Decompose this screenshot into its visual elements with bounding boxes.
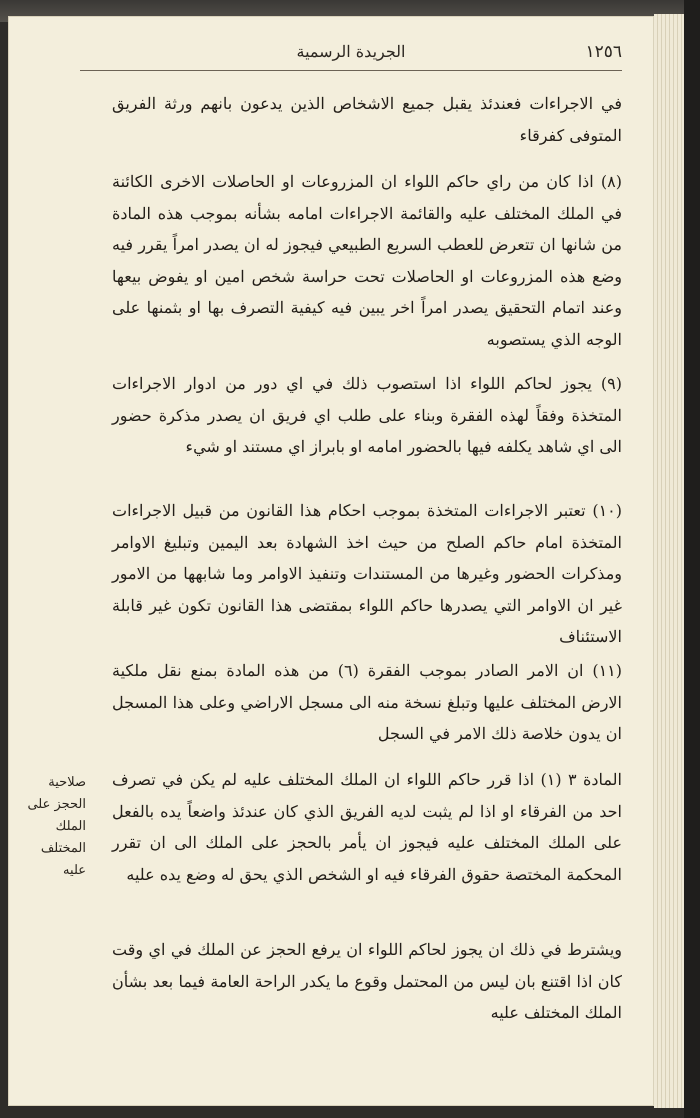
paragraph-10	[112, 495, 622, 653]
paragraph-text: (١١) ان الامر الصادر بموجب الفقرة (٦) من هذه المادة بمنع نقل ملكية الارض المختلف عليها وتبلغ نسخة منه الى مسجل الاراضي وعلى هذا المسجل ان يدون خلاصة ذلك الامر في السجل	[112, 661, 622, 743]
paragraph-8	[112, 166, 622, 355]
page-number: ١٢٥٦	[585, 42, 622, 62]
paragraph-text: في الاجراءات فعندئذ يقبل جميع الاشخاص الذين يدعون بانهم ورثة الفريق المتوفى كفرقاء	[112, 94, 622, 145]
paragraph-11	[112, 655, 622, 750]
paragraph-text: (١٠) تعتبر الاجراءات المتخذة بموجب احكام هذا القانون من قبيل الاجراءات المتخذة امام حاكم الصلح من حيث اخذ الشهادة بعد اليمين وتبليغ الاوامر ومذكرات الحضور وغيرها من المستندات وتنفيذ الاوامر وما شابهها من الامور غير ان الاوامر التي يصدرها حاكم اللواء بمقتضى هذا القانون تكون غير قابلة الاستئناف	[112, 501, 622, 646]
page-edges	[654, 14, 684, 1108]
paragraph-text: (٩) يجوز لحاكم اللواء اذا استصوب ذلك في اي دور من ادوار الاجراءات المتخذة وفقاً لهذه الفقرة وبناء على طلب اي فريق ان يصدر مذكرة حضور الى اي شاهد يكلفه فيها بالحضور امامه او بابراز اي مستند او شيء	[112, 374, 622, 456]
paragraph-text: (٨) اذا كان من راي حاكم اللواء ان المزروعات او الحاصلات الاخرى الكائنة في الملك المختلف عليه والقائمة الاجراءات امامه بشأنه بموجب هذه المادة من شانها ان تتعرض للعطب السريع الطبيعي فيجوز له ان يصدر امراً يقرر فيه وضع هذه المزروعات او الحاصلات تحت حراسة شخص امين او يفوض بيعها وعند اتمام التحقيق يصدر امراً اخر يبين فيه كيفية التصرف بها او بثمنها على الوجه الذي يستصوبه	[112, 172, 622, 349]
margin-note: صلاحية الحجز على الملك المختلف عليه	[27, 775, 86, 878]
paragraph-text: ويشترط في ذلك ان يجوز لحاكم اللواء ان يرفع الحجز عن الملك في اي وقت كان اذا اقتنع بان ليس من المحتمل وقوع ما يكدر الراحة العامة فيما بعد بشأن الملك المختلف عليه	[112, 940, 622, 1022]
proviso-paragraph	[112, 934, 622, 1029]
running-header	[80, 30, 622, 71]
paragraph-continuation	[112, 88, 622, 151]
paragraph-text: المادة ٣ (١) اذا قرر حاكم اللواء ان الملك المختلف عليه لم يكن في تصرف احد من الفرقاء او اذا لم يثبت لديه الفريق الذي كان عندئذ واضعاً يده بالفعل على الملك المختلف عليه فيجوز ان يأمر بالحجز على الملك الى ان تقرر المحكمة المختصة حقوق الفرقاء فيه او الشخص الذي يحق له وضع يده عليه	[112, 770, 623, 884]
article-3	[112, 764, 622, 890]
page-content	[27, 30, 623, 1022]
book-spine	[684, 0, 700, 1118]
gazette-title: الجريدة الرسمية	[296, 42, 406, 61]
paragraph-9	[112, 368, 622, 463]
